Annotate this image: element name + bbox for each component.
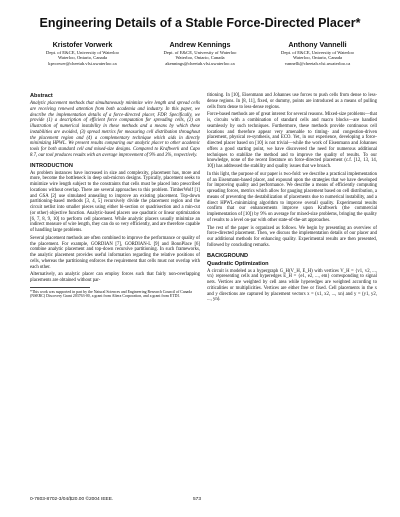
footnote: *This work was supported in part by the Natural Sciences and Engineering Research Council of Canada (NSERC) Discovery Grant 203763-00, a grant from Altera Corporation, and a grant from ETDI. [30, 289, 192, 299]
author-name: Kristofer Vorwerk [52, 40, 113, 49]
body-paragraph: A circuit is modeled as a hypergraph G_H(V_H, E_H) with vertices V_H = {v1, v2, ..., vn} representing cells and hyperedges E_H = {e1, e2, ..., em} corresponding to signal nets. Vertices are weighted by cell area while hyperedges are weighted according to criticalities or multiplicities. Vertices are either free or fixed. Cell placements in the x and y directions are captured by placement vectors x = (x1, x2, ..., xn) and y = (y1, y2, ..., yn). [207, 268, 377, 303]
intro-paragraph: Several placement methods are often combined to improve the performance or quality of the placement. For example, GORDIAN [7], GORDIAN-L [9] and BonnPlace [6] combine analytic placement and top-down recursive partitioning. In such frameworks, the analytic placement provides useful information regarding the relative positions of cells, whereas the partitioning enforces the requirement that cells must not overlap with each other. [30, 235, 200, 270]
isbn-footer: 0-7803-8702-3/04/$20.00 ©2004 IEEE. [30, 497, 114, 502]
abstract-heading: Abstract [30, 93, 53, 99]
intro-paragraph: As problem instances have increased in size and complexity, placement has, more and more, become the bottleneck in deep sub-micron designs. Typically, placement seeks to minimize wire length subject to the constraints that cells must be placed into prescribed locations without overlap. There are several approaches to this problem. TimberWolf [1] and GSA [2] use simulated annealing to improve an existing placement. Top-down partitioning-based methods [3, 4, 5] recursively divide the placement region and the circuit netlist into smaller pieces using either bi-section or quadrisection and a min-cut (or other) objective function. Analytic-based placers use quadratic or linear optimization [6, 7, 8, 9, 10] to perform cell placement. While analytic placers usually minimize an indirect measure of wire length, they can do so very efficiently, and are therefore capable of handling large problems. [30, 170, 200, 233]
left-column [30, 93, 200, 299]
body-paragraph: In this light, the purpose of our paper is two-fold: we describe a practical implementation of an Eisenmann-based placer, and expound upon the strategies that we have developed for improving quality and performance. We describe a means of efficiently computing spreading forces, metrics which allow for gauging placement based on cell distribution, a means of preventing the destabilization of placements due to numerical instability, and a direct HPWL-minimizing algorithm to improve overall quality. Experimental results confirm that our enhancements improve upon Kraftwerk (the commercial implementation of [10]) by 9% on average for mixed-size problems, bringing the quality of results to a level on-par with other state-of-the-art approaches. [207, 171, 377, 223]
author-1 [24, 41, 141, 66]
author-name: Anthony Vannelli [288, 40, 347, 49]
abstract-section [30, 93, 200, 159]
author-dept: Dept. of E&CE, University of Waterloo [46, 49, 119, 55]
body-paragraph: Force-based methods are of great interest for several reasons. Mixed-size problems—that is, circuits with a combination of standard cells and macro blocks—are handled seamlessly by such techniques. Furthermore, these methods provide continuous cell locations and therefore appear very amenable to timing- and congestion-driven placement, physical re-synthesis, and ECO. Yet, in our experience, developing a force-directed placer based on [10] is not trivial—while the work of Eisenmann and Johannes offers a good starting point, we have discovered the need for numerous additional techniques to stabilize the method and to improve the quality of results. To our knowledge, none of the recent literature on force-directed placement (c.f. [12, 13, 14, 10]) has addressed the stability and quality issues that we broach. [207, 112, 377, 169]
author-block [24, 41, 376, 66]
author-name: Andrew Kennings [169, 40, 231, 49]
background-heading: BACKGROUND [207, 252, 249, 259]
paper-title: Engineering Details of a Stable Force-Directed Placer* [39, 16, 361, 30]
author-email: kpvorwer@cheetah.vlsi.uwaterloo.ca [48, 60, 117, 66]
author-email: akennings@cheetah.vlsi.uwaterloo.ca [165, 60, 235, 66]
author-3 [259, 41, 376, 66]
author-dept: Dept. of E&CE, University of Waterloo [281, 49, 354, 55]
abstract-text: Analytic placement methods that simultaneously minimize wire length and spread cells are receiving renewed attention from both academia and industry. In this paper, we describe the implementation details of a force-directed placer, FDP. Specifically, we provide (1) a description of efficient force computation for spreading cells, (2) an illustration of numerical instability in these methods and a means by which these instabilities are avoided, (3) spread metrics for measuring cell distribution throughout the placement region and (4) a complementary technique which aids in directly minimizing HPWL. We present results comparing our analytic placer to other academic tools for both standard cell and mixed-size designs. Compared to Kraftwerk and Capo 8.7, our tool produces results with an average improvement of 9% and 3%, respectively. [30, 101, 200, 158]
intro-paragraph: Alternatively, an analytic placer can employ forces such that fairly non-overlapping placements are obtained without par- [30, 272, 200, 283]
quadratic-optimization-heading: Quadratic Optimization [207, 260, 269, 267]
body-paragraph: titioning. In [10], Eisenmann and Johannes use forces to push cells from dense to less-dense regions. In [8, 11], fixed, or dummy, points are introduced as a means of pulling cells from dense to less-dense regions. [207, 93, 377, 110]
author-dept: Dept. of E&CE, University of Waterloo [163, 49, 237, 55]
page-number: 573 [193, 497, 202, 502]
introduction-heading: INTRODUCTION [30, 162, 73, 169]
author-2 [142, 41, 259, 66]
body-paragraph: The rest of the paper is organized as follows. We begin by presenting an overview of force-directed placement. Then, we discuss the implementation details of our placer and our additional methods for enhancing quality. Experimental results are then presented, followed by concluding remarks. [207, 225, 377, 248]
author-location: Waterloo, Ontario, Canada [57, 55, 108, 61]
author-location: Waterloo, Ontario, Canada [292, 55, 343, 61]
author-email: vannelli@cheetah.vlsi.uwaterloo.ca [284, 60, 351, 66]
author-location: Waterloo, Ontario, Canada [175, 55, 225, 61]
footnote-divider [30, 287, 90, 288]
right-column [207, 93, 377, 305]
